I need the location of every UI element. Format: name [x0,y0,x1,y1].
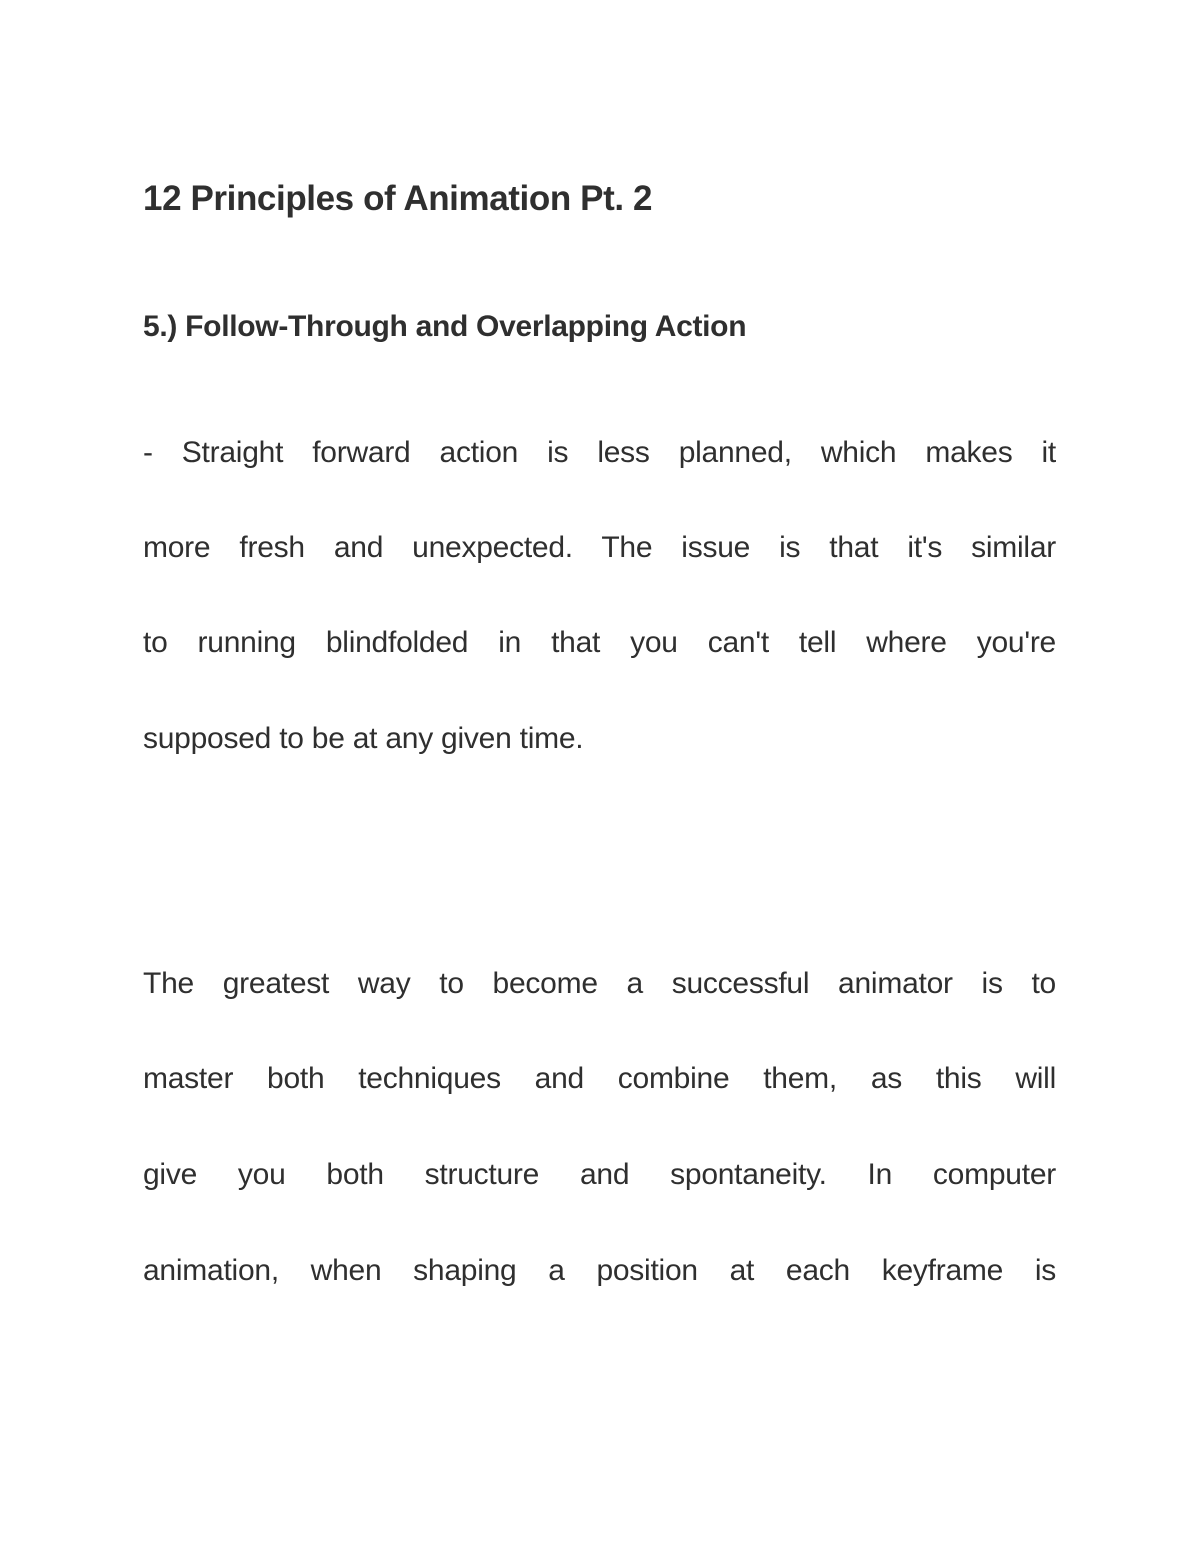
paragraph-1-line-1: - Straight forward action is less planned, which makes it [143,436,1056,469]
paragraph-2-line-4: animation, when shaping a position at each keyframe is [143,1254,1056,1287]
paragraph-1-line-3: to running blindfolded in that you can't tell where you're [143,626,1056,659]
paragraph-1-line-2: more fresh and unexpected. The issue is that it's similar [143,531,1056,564]
paragraph-2-line-2: master both techniques and combine them, as this will [143,1062,1056,1095]
paragraph-1-line-4: supposed to be at any given time. [143,722,584,755]
paragraph-2-line-3: give you both structure and spontaneity. In computer [143,1158,1056,1191]
section-heading: 5.) Follow-Through and Overlapping Action [143,310,747,343]
paragraph-2-line-1: The greatest way to become a successful animator is to [143,967,1056,1000]
page-title: 12 Principles of Animation Pt. 2 [143,179,653,218]
